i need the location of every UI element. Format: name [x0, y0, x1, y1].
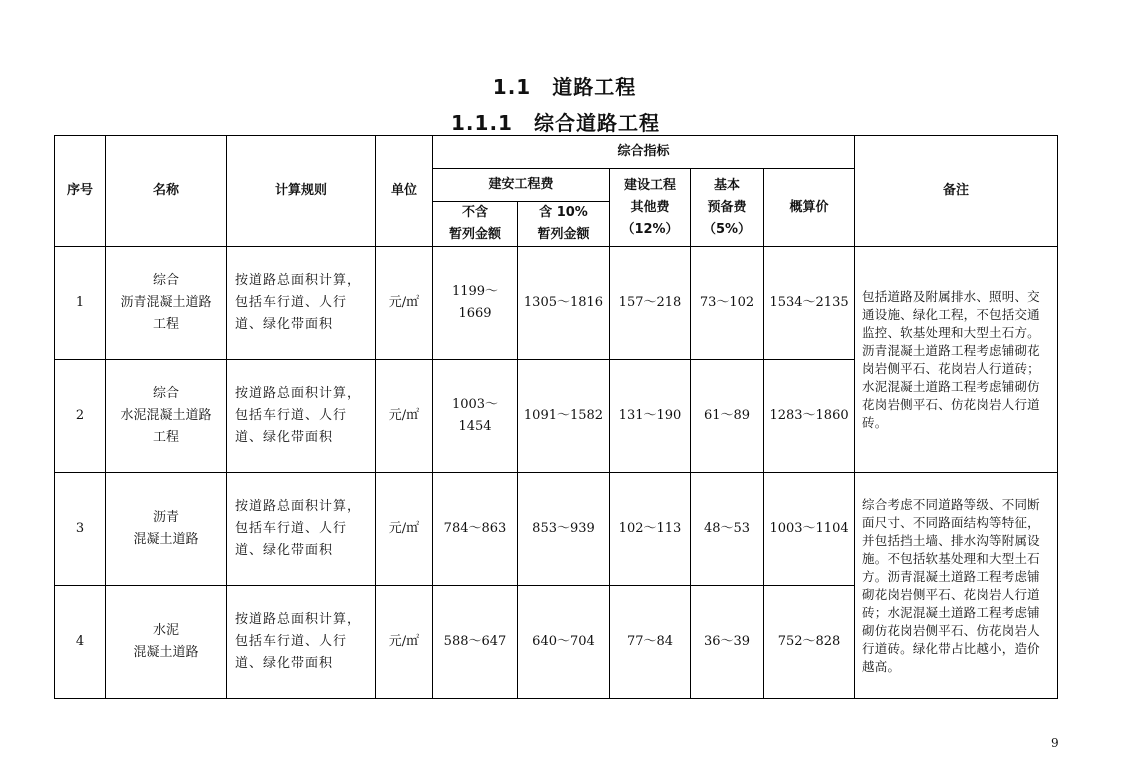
- row-estimate: 752～828: [764, 586, 855, 699]
- row-no: 2: [55, 360, 106, 473]
- row-incl-provisional: 1305～1816: [518, 247, 610, 360]
- header-other-line2: 其他费: [630, 199, 670, 215]
- section-heading: 1.1 道路工程: [492, 75, 637, 99]
- header-unit: 单位: [376, 136, 433, 247]
- header-reserve-line1: 基本: [713, 177, 740, 193]
- row-no: 3: [55, 473, 106, 586]
- row-name-line: 沥青: [152, 510, 179, 525]
- header-composite-index: 综合指标: [433, 136, 855, 169]
- row-excl-provisional: [433, 247, 518, 360]
- header-rule: 计算规则: [227, 136, 376, 247]
- row-name-line: 工程: [152, 430, 179, 445]
- row-name-line: 综合: [152, 273, 179, 288]
- row-calc-rule: [227, 247, 376, 360]
- row-name-line: 沥青混凝土道路: [120, 295, 212, 310]
- row-reserve-fee: 61～89: [691, 360, 764, 473]
- row-name: [106, 586, 227, 699]
- header-other-line3: （12%）: [621, 221, 679, 237]
- row-unit: 元/㎡: [376, 247, 433, 360]
- row-other-cost: 157～218: [610, 247, 691, 360]
- remark-cell: 综合考虑不同道路等级、不同断面尺寸、不同路面结构等特征，并包括挡土墙、排水沟等附属设施。不包括软基处理和大型土石方。沥青混凝土道路工程考虑铺砌花岗岩侧平石、花岗岩人行道砖；水泥混凝土道路工程考虑铺砌仿花岗岩侧平石、仿花岗岩人行道砖。绿化带占比越小，造价越高。: [855, 473, 1058, 699]
- row-rule-line: 道、绿化带面积: [235, 543, 334, 558]
- table-row: [55, 247, 1058, 360]
- row-calc-rule: [227, 473, 376, 586]
- row-incl-provisional: 1091～1582: [518, 360, 610, 473]
- row-rule-line: 包括车行道、人行: [235, 295, 348, 310]
- row-name: [106, 473, 227, 586]
- row-estimate: 1283～1860: [764, 360, 855, 473]
- header-excl-line1: 不含: [461, 205, 488, 220]
- header-estimate: 概算价: [764, 169, 855, 247]
- row-rule-line: 按道路总面积计算，: [235, 499, 362, 514]
- row-rule-line: 包括车行道、人行: [235, 521, 348, 536]
- row-excl-line: 784～863: [443, 521, 507, 536]
- header-row-1: [55, 136, 1058, 169]
- row-rule-line: 包括车行道、人行: [235, 634, 348, 649]
- row-rule-line: 道、绿化带面积: [235, 317, 334, 332]
- header-other-cost: [610, 169, 691, 247]
- header-reserve-fee: [691, 169, 764, 247]
- row-unit: 元/㎡: [376, 473, 433, 586]
- row-excl-provisional: [433, 360, 518, 473]
- header-incl-line1: 含 10%: [539, 205, 588, 220]
- row-excl-line: 588～647: [443, 634, 507, 649]
- header-construction-cost: 建安工程费: [433, 169, 610, 202]
- row-excl-line: 1454: [458, 419, 492, 434]
- row-name-line: 混凝土道路: [133, 645, 199, 660]
- row-rule-line: 按道路总面积计算，: [235, 273, 362, 288]
- row-name-line: 水泥混凝土道路: [120, 408, 212, 423]
- row-rule-line: 包括车行道、人行: [235, 408, 348, 423]
- row-name: [106, 247, 227, 360]
- remark-cell: 包括道路及附属排水、照明、交通设施、绿化工程，不包括交通监控、软基处理和大型土石方。沥青混凝土道路工程考虑铺砌花岗岩侧平石、花岗岩人行道砖；水泥混凝土道路工程考虑铺砌仿花岗岩侧平石、仿花岗岩人行道砖。: [855, 247, 1058, 473]
- header-other-line1: 建设工程: [623, 177, 676, 193]
- subsection-heading: 1.1.1 综合道路工程: [451, 111, 660, 135]
- row-excl-line: 1199～: [451, 284, 499, 299]
- header-reserve-line2: 预备费: [707, 199, 747, 215]
- row-reserve-fee: 73～102: [691, 247, 764, 360]
- row-reserve-fee: 36～39: [691, 586, 764, 699]
- row-name: [106, 360, 227, 473]
- row-excl-provisional: [433, 473, 518, 586]
- row-unit: 元/㎡: [376, 360, 433, 473]
- page-number: 9: [1051, 736, 1059, 750]
- row-other-cost: 131～190: [610, 360, 691, 473]
- header-remark: 备注: [855, 136, 1058, 247]
- row-other-cost: 102～113: [610, 473, 691, 586]
- row-rule-line: 道、绿化带面积: [235, 430, 334, 445]
- row-name-line: 工程: [152, 317, 179, 332]
- row-no: 4: [55, 586, 106, 699]
- row-rule-line: 按道路总面积计算，: [235, 612, 362, 627]
- row-calc-rule: [227, 586, 376, 699]
- row-excl-line: 1003～: [451, 397, 499, 412]
- row-rule-line: 道、绿化带面积: [235, 656, 334, 671]
- row-excl-provisional: [433, 586, 518, 699]
- row-name-line: 混凝土道路: [133, 532, 199, 547]
- header-reserve-line3: （5%）: [702, 221, 752, 237]
- row-name-line: 综合: [152, 386, 179, 401]
- row-name-line: 水泥: [152, 623, 179, 638]
- row-calc-rule: [227, 360, 376, 473]
- row-incl-provisional: 853～939: [518, 473, 610, 586]
- row-reserve-fee: 48～53: [691, 473, 764, 586]
- header-incl-line2: 暂列金额: [537, 227, 590, 242]
- table-row: [55, 473, 1058, 586]
- row-incl-provisional: 640～704: [518, 586, 610, 699]
- row-no: 1: [55, 247, 106, 360]
- header-name: 名称: [106, 136, 227, 247]
- row-other-cost: 77～84: [610, 586, 691, 699]
- row-estimate: 1534～2135: [764, 247, 855, 360]
- cost-index-table: [54, 135, 1058, 699]
- header-incl-provisional: [518, 202, 610, 247]
- row-estimate: 1003～1104: [764, 473, 855, 586]
- header-no: 序号: [55, 136, 106, 247]
- header-excl-line2: 暂列金额: [448, 227, 501, 242]
- header-excl-provisional: [433, 202, 518, 247]
- row-excl-line: 1669: [458, 306, 492, 321]
- row-rule-line: 按道路总面积计算，: [235, 386, 362, 401]
- row-unit: 元/㎡: [376, 586, 433, 699]
